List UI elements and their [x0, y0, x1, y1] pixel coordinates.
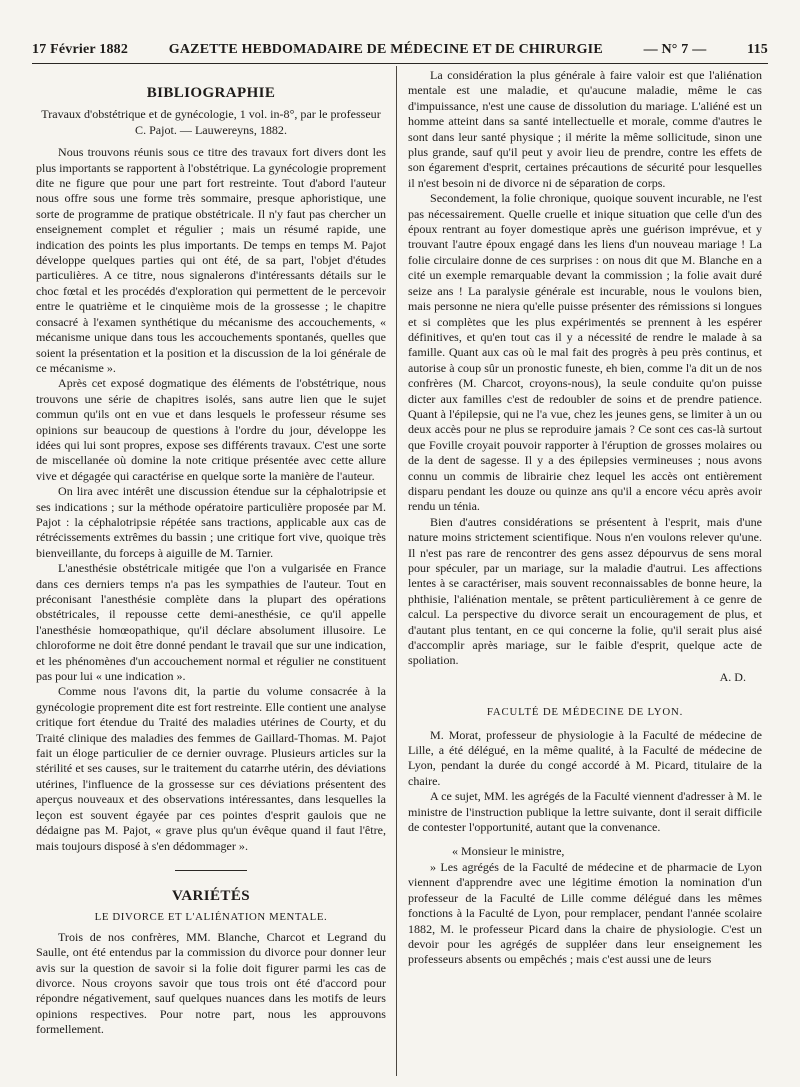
article-paragraph: A ce sujet, MM. les agrégés de la Faculté viennent d'adresser à M. le ministre de l'instruction publique la lettre suivante, dont il serait difficile de contester l'opportunité, autant que la convenance. — [408, 789, 762, 835]
article-paragraph: Nous trouvons réunis sous ce titre des travaux fort divers dont les plus importants se rapportent à l'obstétrique. La gynécologie proprement dite ne figure que pour une part fort restreinte. Tout d'abord l'auteur nous offre sous une forme très sommaire, presque aphoristique, une sorte de programme de pratique obstétricale. Il n'y faut pas chercher un enseignement complet et régulier ; mais un résumé rapide, une indication des points les plus importants. De temps en temps M. Pajot développe quelques parties qui ont été, de sa part, l'objet d'études particulières. A ce titre, nous signalerons d'intéressants détails sur le choc fœtal et les procédés d'exploration qui permettent de le percevoir entre le quatrième et le cinquième mois de la grossesse ; le chapitre consacré à l'examen synthétique du mécanisme des accouchements, « mécanisme unique dans tous les accouchements spontanés, quelles que soient la présentation et la position et la discussion de la loi générale de ce mécanisme ». — [36, 145, 386, 375]
letter-paragraph: » Les agrégés de la Faculté de médecine et de pharmacie de Lyon viennent d'apprendre avec une légitime émotion la nomination d'un professeur de la Faculté de Lille comme délégué dans les mêmes fonctions à la Faculté de Lyon, pour remplacer, pendant l'année scolaire 1882, M. le professeur Picard dans la chaire de physiologie. C'est un devoir pour les agrégés de suppléer dans leur enseignement les professeurs absents ou empêchés ; mais c'est aussi une de leurs — [408, 859, 762, 967]
article-paragraph: Trois de nos confrères, MM. Blanche, Charcot et Legrand du Saulle, ont été entendus par la commission du divorce pour donner leur avis sur la question de savoir si la folie doit figurer parmi les cas de divorce. Nous croyons savoir que tous trois ont été d'accord pour répondre négativement, sauf quelques nuances dans les motifs de leurs opinions respectives. Pour notre part, nous les approuvons formellement. — [36, 929, 386, 1037]
section-rule — [175, 870, 247, 871]
article-paragraph: Bien d'autres considérations se présentent à l'esprit, mais d'une nature moins strictement scientifique. Nous n'en voulons relever qu'une. Il n'est pas rare de rencontrer des gens assez dépourvus de sens moral pour spéculer, par un mariage, sur la maladie d'autrui. Les affections lentes à se caractériser, mais souvent reconnaissables de bonne heure, la phthisie, l'aliénation mentale, se prêtent particulièrement à ce genre de calcul. La perspective du divorce serait un encouragement de plus, et d'autant plus tentant, en ce qui concerne la folie, qu'il serait plus aisé d'accomplir après mariage, sur le faible d'esprit, quelque acte de spoliation. — [408, 514, 762, 668]
header-page-number: 115 — [747, 42, 768, 57]
article-paragraph: L'anesthésie obstétricale mitigée que l'on a vulgarisée en France dans ces derniers temps n'a pas les sympathies de l'auteur. Tout en préconisant l'anesthésie complète dans la plupart des opérations obstétricales, il repousse cette demi-anesthésie, ce qu'il appelle l'anesthésie homœopathique, qu'il déclare absolument illusoire. Le chloroforme ne doit être donné pendant le travail que sur une indication, et les phénomènes d'un accouchement normal et régulier ne constituent pas pour lui « une indication ». — [36, 561, 386, 684]
bibliographie-heading: BIBLIOGRAPHIE — [146, 85, 276, 101]
article-paragraph: Après cet exposé dogmatique des éléments de l'obstétrique, nous trouvons une série de chapitres isolés, sans autre lien que le sujet commun qu'ils ont en vue et dans lesquels le professeur résume ses opinions sur beaucoup de questions à l'ordre du jour, développe les idées qui lui sont propres, expose ses différents travaux. C'est une sorte de miscellanée où domine la note critique présentée avec cette allure vive et dégagée qui caractérise en quelque sorte la manière de l'auteur. — [36, 376, 386, 483]
right-column — [408, 68, 762, 1080]
header-issue: — N° 7 — — [643, 42, 707, 57]
varietes-heading: VARIÉTÉS — [172, 887, 250, 904]
article-paragraph: M. Morat, professeur de physiologie à la Faculté de médecine de Lille, a été délégué, en la même qualité, à la Faculté de médecine de Lyon, pendant la durée du congé accordé à M. Picard, titulaire de la chaire. — [408, 727, 762, 788]
article-paragraph: La considération la plus générale à faire valoir est que l'aliénation mentale est une maladie, et qu'aucune maladie, même le cas d'impuissance, n'est une cause de dissolution du mariage. L'aliéné est un homme atteint dans sa santé intellectuelle et morale, comme d'autres le sont dans leur santé physique ; il mérite la même sollicitude, sinon une plus grande, sauf qu'il peut y avoir lieu de prendre, contre les effets de son égarement d'esprit, certaines précautions de sécurité pour lesquelles il n'est besoin ni de divorce ni de séparation de corps. — [408, 68, 762, 190]
article-paragraph: Secondement, la folie chronique, quoique souvent incurable, ne l'est pas nécessairement. Quelle cruelle et inique situation que celle d'un des époux rentrant au foyer domestique après une guérison imprévue, et y trouvant l'autre époux engagé dans les liens d'un nouveau mariage ! La folie circulaire donne de ces surprises : on nous dit que M. Blanche en a cité un exemple remarquable devant la commission ; la folie avait duré seize ans ! La paralysie générale est incurable, nous le voulons bien, mais personne ne niera qu'elle puisse présenter des rémissions si longues et si complètes que les plus expérimentés se prennent à les espérer définitives, et qu'en tout cas il y a nécessité de rendre le malade à sa famille. Quant aux cas où le mal fait des progrès à peu près continus, et autorise à coup sûr un pronostic funeste, eh bien, comme l'a dit un de nos confrères (M. Charcot, croyons-nous), la seule conduite qu'on puisse dicter aux familles c'est de redoubler de soins et de prendre patience. Quant à l'épilepsie, qui ne l'a vue, chez les jeunes gens, se limiter à un ou deux accès pour ne plus se reproduire jamais ? Ce sont ces cas-là surtout que Foville croyait pouvoir rapporter à l'éruption de grosses molaires ou de la dent de sagesse. Il y a des épilepsies vermineuses ; nous avons connu un commis de librairie chez lequel les accès ont entièrement disparu pendant les douze ou quinze ans qu'il a encore vécu après avoir rendu un ténia. — [408, 191, 762, 514]
book-title: Travaux d'obstétrique et de gynécologie, 1 vol. in-8°, par le professeur C. Pajot. — Lauwereyns, 1882. — [41, 107, 381, 137]
varietes-subheading: LE DIVORCE ET L'ALIÉNATION MENTALE. — [94, 911, 328, 924]
column-divider — [396, 66, 397, 1076]
left-column — [36, 68, 386, 1080]
article-paragraph: On lira avec intérêt une discussion étendue sur la céphalotripsie et ses indications ; sur la méthode opératoire particulière proposée par M. Pajot : la céphalotripsie répétée sans tractions, applicable aux cas de rétrécissements extrêmes du bassin ; une critique fort vive, quoique très bienveillante, du forceps à aiguille de M. Tarnier. — [36, 484, 386, 560]
page-header — [32, 40, 768, 60]
faculte-heading: FACULTÉ DE MÉDECINE DE LYON. — [486, 706, 684, 719]
header-rule — [32, 63, 768, 64]
header-date: 17 Février 1882 — [32, 42, 129, 57]
header-title: GAZETTE HEBDOMADAIRE DE MÉDECINE ET DE CHIRURGIE — [168, 42, 603, 57]
article-signature: A. D. — [719, 669, 746, 684]
letter-salutation: « Monsieur le ministre, — [452, 843, 565, 858]
article-paragraph: Comme nous l'avons dit, la partie du volume consacrée à la gynécologie proprement dite est fort restreinte. Elle contient une analyse critique fort étendue du Traité des maladies utérines de Courty, et du Traité clinique des maladies des femmes de Gaillard-Thomas. M. Pajot fait un éloge particulier de ce dernier ouvrage. Plusieurs articles sur la stérilité et ses causes, sur le traitement du catarrhe utérin, des déviations utérines, l'influence de la grossesse sur ces déviations présentent des aperçus nouveaux et des observations intéressantes, dans lesquelles la leçon est souvent égayée par ces pointes d'esprit gaulois que ne dédaigne pas M. Pajot, « grave plus qu'un évêque quand il faut l'être, mais toujours disposé à s'en dédommager ». — [36, 684, 386, 853]
